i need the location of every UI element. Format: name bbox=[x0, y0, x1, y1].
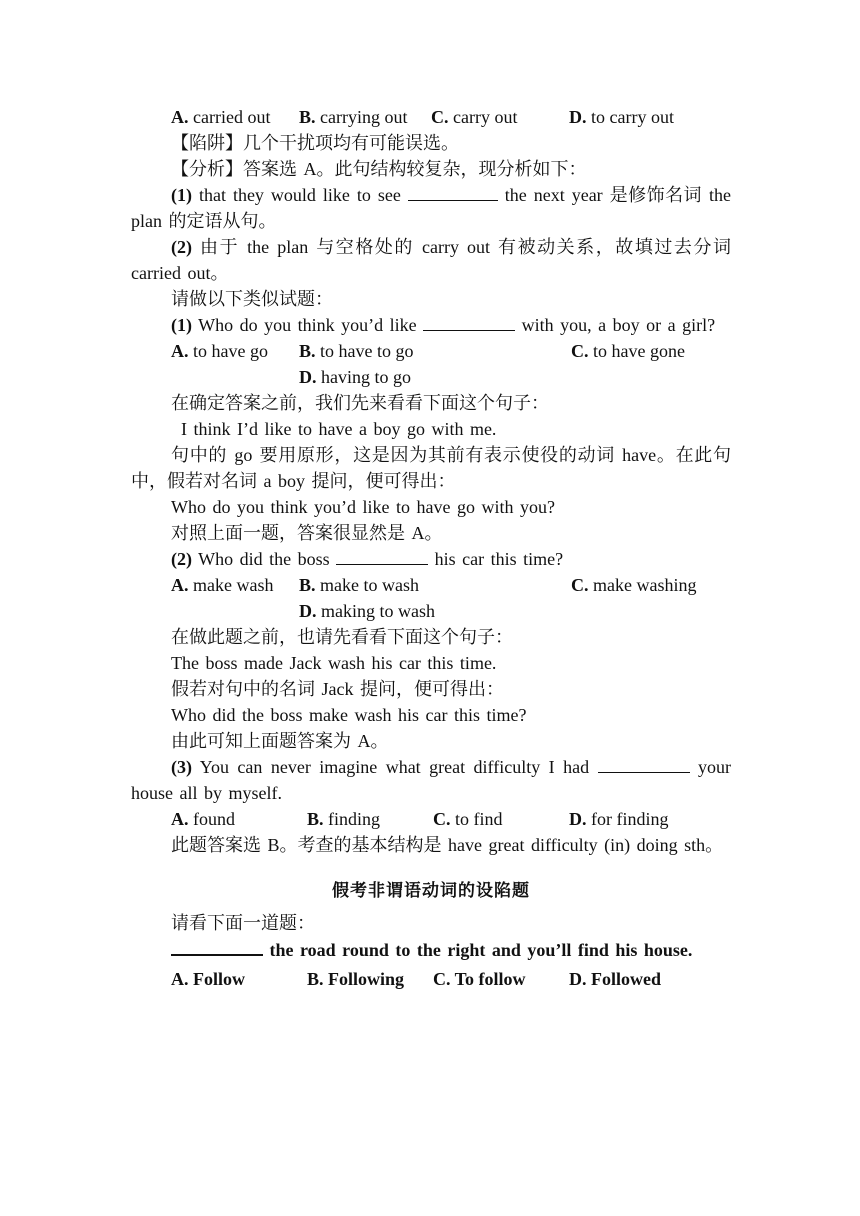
question-1-conclusion: 对照上面一题，答案很显然是 A。 bbox=[171, 523, 443, 543]
option-d: D. Followed bbox=[569, 969, 661, 989]
question-1-stem: (1) Who do you think you’d like with you, a boy or a girl? bbox=[131, 312, 731, 338]
question-1-intro: 在确定答案之前，我们先来看看下面这个句子： bbox=[171, 393, 549, 413]
question-2-derived: Who did the boss make wash his car this time? bbox=[171, 705, 527, 725]
option-c: C. carry out bbox=[431, 107, 518, 127]
option-c: C. make washing bbox=[571, 575, 697, 595]
question-1-derived: Who do you think you’d like to have go with you? bbox=[171, 497, 555, 517]
option-b: B. Following bbox=[307, 969, 405, 989]
section-question-stem: the road round to the right and you’ll find his house. bbox=[131, 936, 731, 965]
question-2-options bbox=[131, 572, 731, 598]
answer-blank bbox=[336, 546, 428, 565]
question-3-stem: (3) You can never imagine what great difficulty I had your house all by myself. bbox=[131, 754, 731, 806]
answer-blank bbox=[598, 754, 690, 773]
option-b: B. finding bbox=[307, 809, 381, 829]
option-b: B. carrying out bbox=[299, 107, 408, 127]
option-d: D. making to wash bbox=[299, 601, 435, 621]
option-a: A. found bbox=[171, 809, 235, 829]
question-1-options bbox=[131, 338, 731, 364]
question-2-intro: 在做此题之前，也请先看看下面这个句子： bbox=[171, 627, 513, 647]
option-a: A. make wash bbox=[171, 575, 274, 595]
document-page bbox=[131, 104, 731, 994]
section-heading: 假考非谓语动词的设陷题 bbox=[332, 881, 530, 901]
similar-intro: 请做以下类似试题： bbox=[171, 289, 333, 309]
analysis-point-1: (1) that they would like to see the next year 是修饰名词 the plan 的定语从句。 bbox=[131, 182, 731, 234]
option-c: C. to find bbox=[433, 809, 503, 829]
section-intro: 请看下面一道题： bbox=[171, 913, 315, 933]
option-d: D. for finding bbox=[569, 809, 669, 829]
options-row bbox=[131, 104, 731, 130]
question-2-stem: (2) Who did the boss his car this time? bbox=[131, 546, 731, 572]
question-3-options bbox=[131, 806, 731, 832]
option-b: B. make to wash bbox=[299, 575, 419, 595]
option-a: A. to have go bbox=[171, 341, 268, 361]
question-2-conclusion: 由此可知上面题答案为 A。 bbox=[171, 731, 389, 751]
question-2-options-row2 bbox=[131, 598, 731, 624]
option-b: B. to have to go bbox=[299, 341, 414, 361]
option-d: D. having to go bbox=[299, 367, 411, 387]
option-a: A. carried out bbox=[171, 107, 271, 127]
analysis-note: 【分析】答案选 A。此句结构较复杂，现分析如下： bbox=[171, 159, 587, 179]
analysis-point-2: (2) 由于 the plan 与空格处的 carry out 有被动关系，故填过去分词 carried out。 bbox=[131, 237, 731, 283]
question-2-example: The boss made Jack wash his car this time. bbox=[171, 653, 497, 673]
option-d: D. to carry out bbox=[569, 107, 674, 127]
answer-blank bbox=[171, 936, 263, 956]
question-1-explain: 句中的 go 要用原形，这是因为其前有表示使役的动词 have。在此句中，假若对名词 a boy 提问，便可得出： bbox=[131, 445, 731, 491]
option-a: A. Follow bbox=[171, 969, 245, 989]
option-c: C. to have gone bbox=[571, 341, 685, 361]
question-1-options-row2 bbox=[131, 364, 731, 390]
option-c: C. To follow bbox=[433, 969, 526, 989]
answer-blank bbox=[423, 312, 515, 331]
question-1-example: I think I’d like to have a boy go with me. bbox=[181, 419, 497, 439]
trap-note: 【陷阱】几个干扰项均有可能误选。 bbox=[171, 133, 459, 153]
question-3-answer: 此题答案选 B。考查的基本结构是 have great difficulty (in) doing sth。 bbox=[171, 835, 724, 855]
answer-blank bbox=[408, 182, 498, 201]
section-question-options bbox=[131, 965, 731, 994]
question-2-explain: 假若对句中的名词 Jack 提问，便可得出： bbox=[171, 679, 504, 699]
